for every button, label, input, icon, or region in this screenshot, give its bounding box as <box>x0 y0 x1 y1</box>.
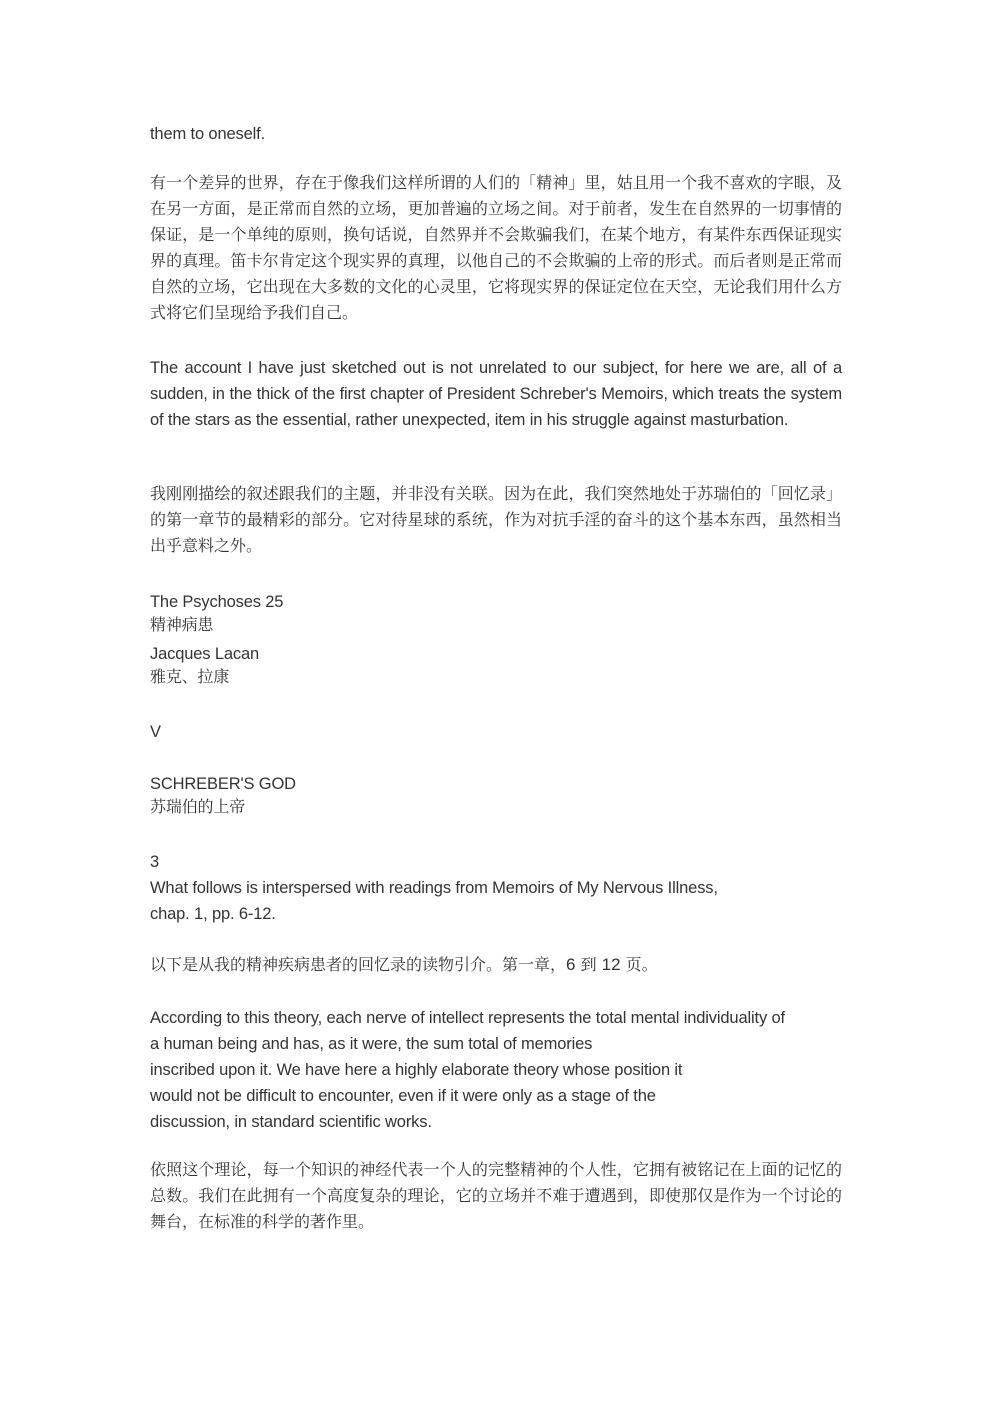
author-block <box>150 641 842 690</box>
running-title-zh: 精神病患 <box>150 615 214 634</box>
chapter-title-en: SCHREBER'S GOD <box>150 775 296 793</box>
paragraph-nerve-theory-zh: 依照这个理论，每一个知识的神经代表一个人的完整精神的个人性，它拥有被铭记在上面的记忆的总数。我们在此拥有一个高度复杂的理论，它的立场并不难于遭遇到，即使那仅是作为一个讨论的舞台，在标准的科学的著作里。 <box>150 1160 842 1231</box>
chapter-title-zh: 苏瑞伯的上帝 <box>150 797 246 816</box>
chapter-title-block <box>150 771 842 820</box>
reading-note-zh-part-2: 到 <box>575 955 602 974</box>
paragraph-account-zh: 我刚刚描绘的叙述跟我们的主题，并非没有关联。因为在此，我们突然地处于苏瑞伯的「回忆录」的第一章节的最精彩的部分。它对待星球的系统，作为对抗手淫的奋斗的这个基本东西，虽然相当出乎意料之外。 <box>150 484 842 555</box>
reading-note-zh-part-3: 页。 <box>620 955 658 974</box>
chapter-numeral: V <box>150 723 161 741</box>
reading-note-line-1: What follows is interspersed with readings from Memoirs of My Nervous Illness, <box>150 879 718 897</box>
nerve-theory-line-3: inscribed upon it. We have here a highly elaborate theory whose position it <box>150 1061 683 1079</box>
reading-note-zh-page-start: 6 <box>566 955 576 974</box>
author-en: Jacques Lacan <box>150 645 260 663</box>
nerve-theory-line-5: discussion, in standard scientific works. <box>150 1113 432 1131</box>
author-zh: 雅克、拉康 <box>150 667 230 686</box>
reading-note-zh <box>150 952 842 978</box>
paragraph-nerve-theory-en <box>150 1005 842 1135</box>
nerve-theory-line-1: According to this theory, each nerve of intellect represents the total mental individuality of <box>150 1009 785 1027</box>
running-title-en: The Psychoses 25 <box>150 593 284 611</box>
nerve-theory-line-2: a human being and has, as it were, the sum total of memories <box>150 1035 593 1053</box>
paragraph-account-en: The account I have just sketched out is not unrelated to our subject, for here we are, all of a sudden, in the thick of the first chapter of President Schreber's Memoirs, which treats the system of the stars as the essential, rather unexpected, item in his struggle against masturbation. <box>150 359 842 429</box>
section-number: 3 <box>150 853 160 871</box>
paragraph-world-difference-zh: 有一个差异的世界，存在于像我们这样所谓的人们的「精神」里，姑且用一个我不喜欢的字眼，及在另一方面，是正常而自然的立场，更加普遍的立场之间。对于前者，发生在自然界的一切事情的保证，是一个单纯的原则，换句话说，自然界并不会欺骗我们，在某个地方，有某件东西保证现实界的真理。笛卡尔肯定这个现实界的真理，以他自己的不会欺骗的上帝的形式。而后者则是正常而自然的立场，它出现在大多数的文化的心灵里，它将现实界的保证定位在天空，无论我们用什么方式将它们呈现给予我们自己。 <box>150 173 842 322</box>
reading-note-zh-page-end: 12 <box>601 955 621 974</box>
nerve-theory-line-4: would not be difficult to encounter, even if it were only as a stage of the <box>150 1087 656 1105</box>
paragraph-continuation-en: them to oneself. <box>150 125 266 143</box>
reading-note-block <box>150 849 842 927</box>
reading-note-line-2: chap. 1, pp. 6-12. <box>150 905 276 923</box>
running-title-block <box>150 589 842 638</box>
reading-note-zh-part-1: 以下是从我的精神疾病患者的回忆录的读物引介。第一章， <box>150 955 567 974</box>
